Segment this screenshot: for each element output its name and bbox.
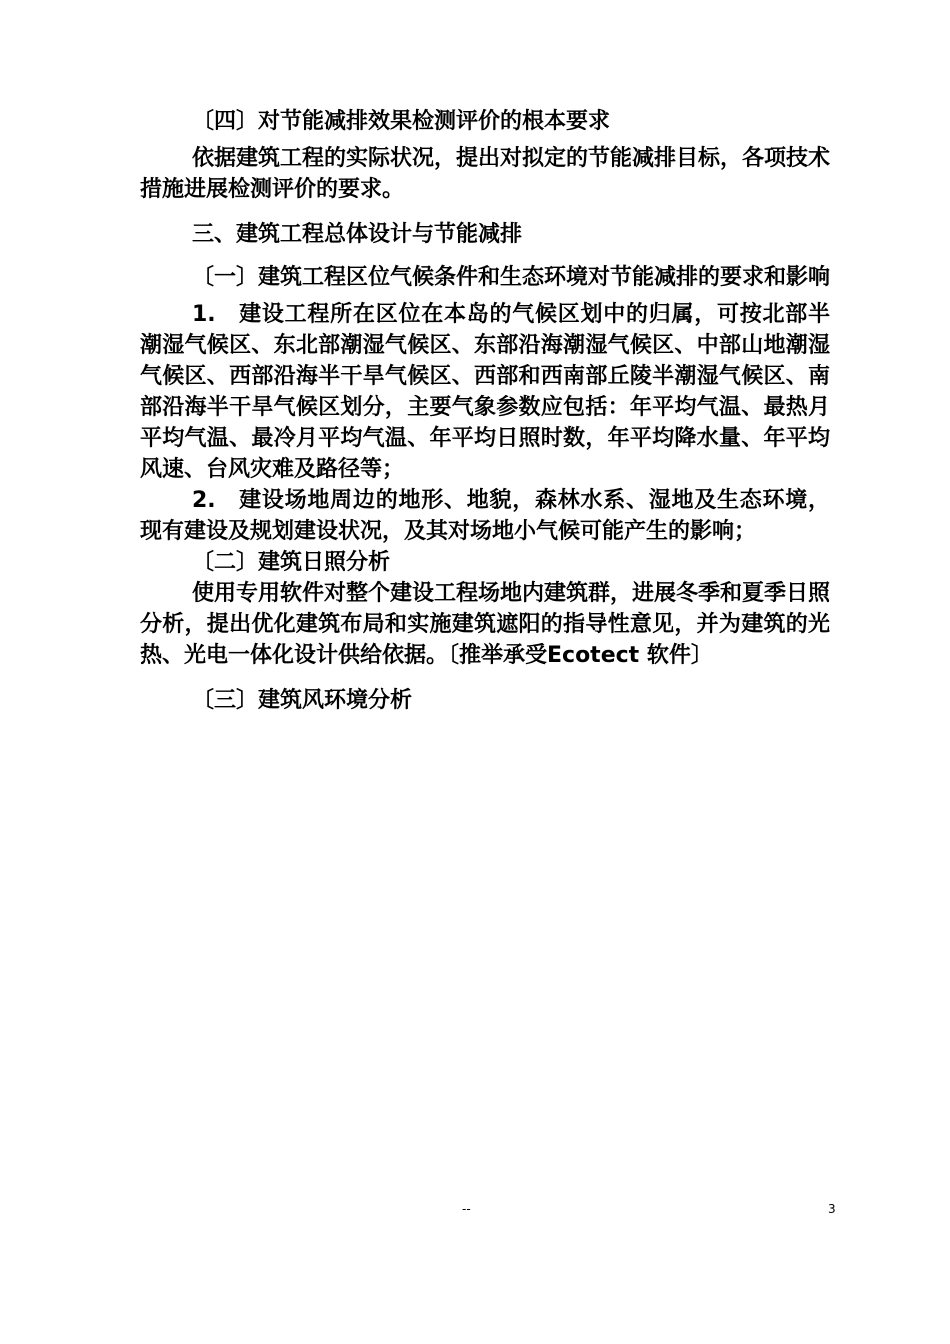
body-paragraph-evaluation: 依据建筑工程的实际状况，提出对拟定的节能减排目标，各项技术措施进展检测评价的要求。 [140,146,831,202]
section-heading-3: 〔三〕建筑风环境分析 [192,688,413,713]
chapter-heading-3: 三、建筑工程总体设计与节能减排 [192,222,523,247]
body-paragraph-sunlight: 使用专用软件对整个建设工程场地内建筑群，进展冬季和夏季日照分析，提出优化建筑布局和实施建筑遮阳的指导性意见，并为建筑的光热、光电一体化设计供给依据。〔推举承受Ecotect 软件〕 [140,581,831,668]
section-heading-2: 〔二〕建筑日照分析 [192,550,391,575]
list-item-1: 1. 建设工程所在区位在本岛的气候区划中的归属，可按北部半潮湿气候区、东北部潮湿气候区、东部沿海潮湿气候区、中部山地潮湿气候区、西部沿海半干旱气候区、西部和西南部丘陵半潮湿气候区、南部沿海半干旱气候区划分，主要气象参数应包括：年平均气温、最热月平均气温、最冷月平均气温、年平均日照时数，年平均降水量、年平均风速、台风灾难及路径等； [140,302,830,482]
section-heading-1: 〔一〕建筑工程区位气候条件和生态环境对节能减排的要求和影响 [192,265,831,290]
footer-center: -- [462,1202,471,1216]
page-number: 3 [828,1202,836,1216]
section-heading-4: 〔四〕对节能减排效果检测评价的根本要求 [192,109,611,134]
list-item-2: 2. 建设场地周边的地形、地貌，森林水系、湿地及生态环境，现有建设及规划建设状况，及其对场地小气候可能产生的影响； [140,488,830,544]
document-body [140,106,830,716]
